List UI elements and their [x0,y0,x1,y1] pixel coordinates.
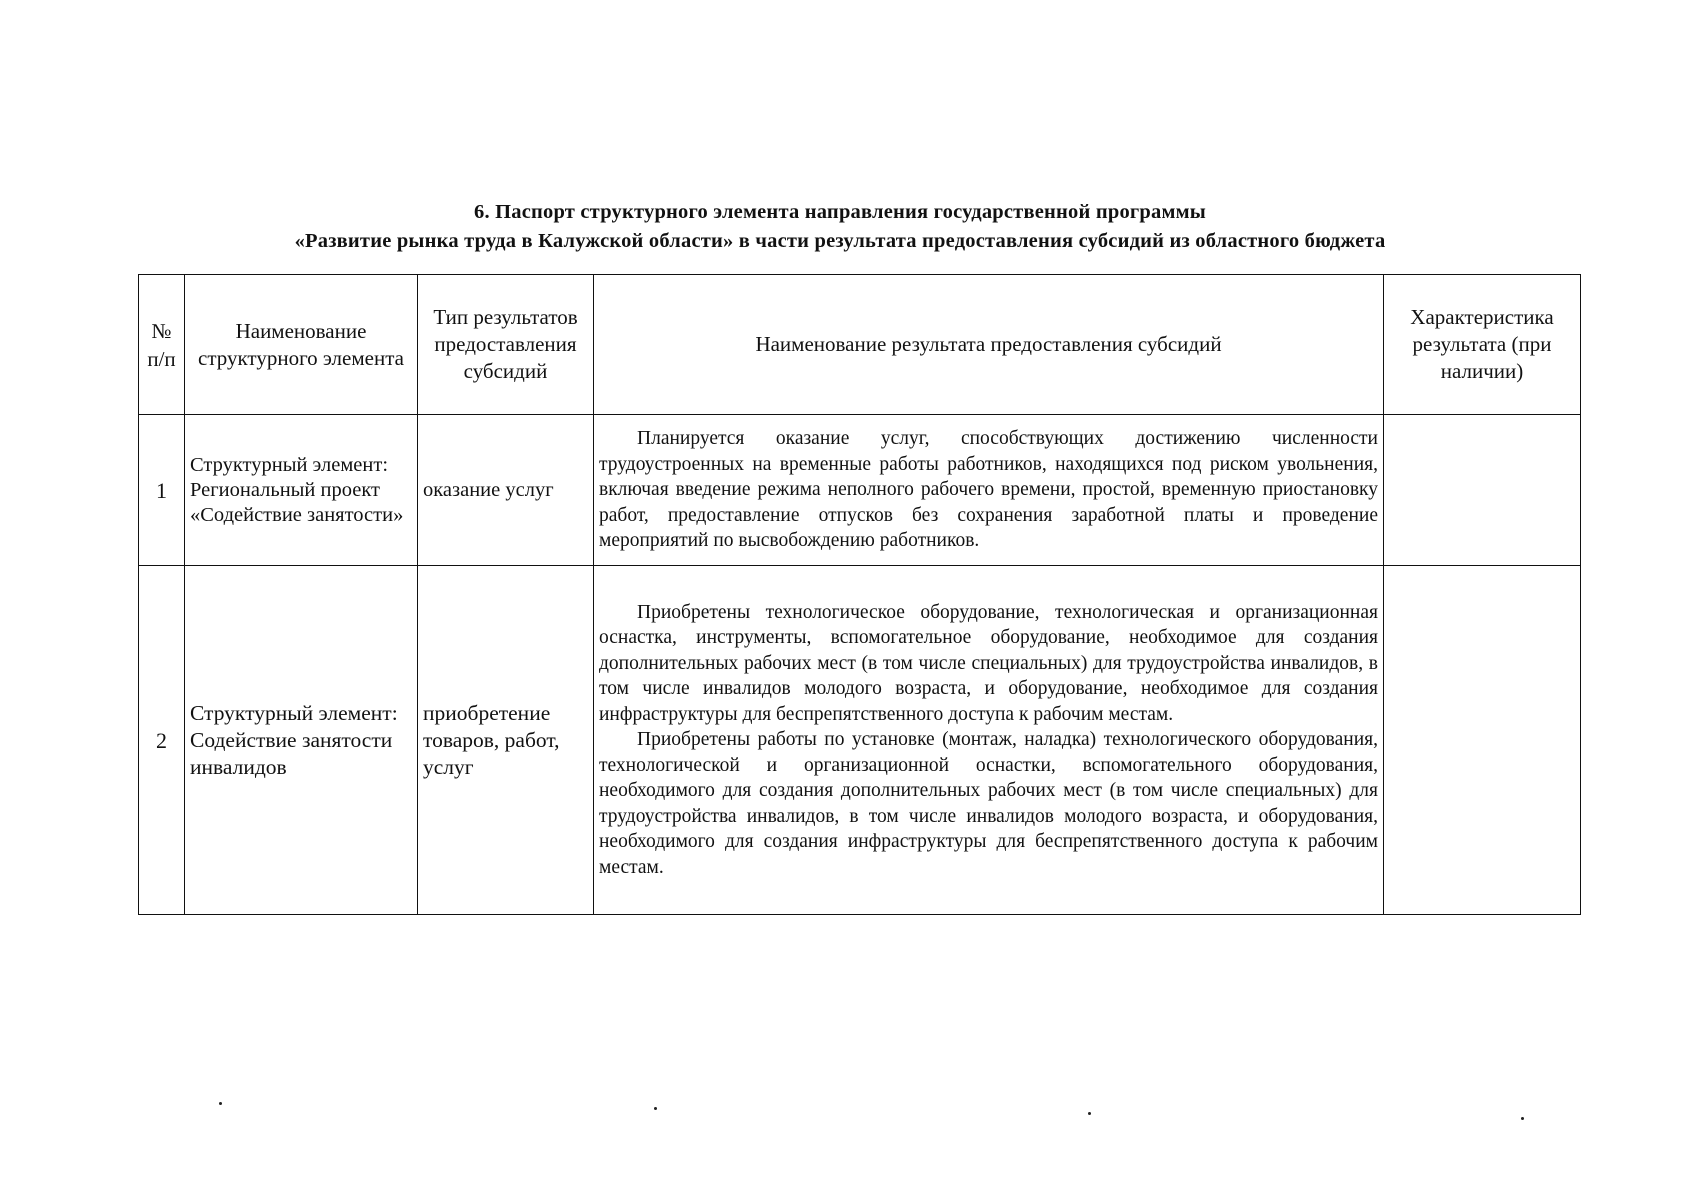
header-result-type: Тип результатов предоставления субсидий [418,275,594,415]
result-type: приобретение товаров, работ, услуг [418,566,594,915]
header-element-name: Наименование структурного элемента [185,275,418,415]
result-description [594,415,1384,566]
structural-element-name: Структурный элемент: Региональный проект «Содействие занятости» [185,415,418,566]
table-row [139,566,1581,915]
passport-table [138,274,1581,915]
result-paragraph: Планируется оказание услуг, способствующих достижению численности трудоустроенных на временные работы работников, находящихся под риском увольнения, включая введение режима неполного рабочего времени, простой, временную приостановку работ, предоставление отпусков без сохранения заработной платы и проведение мероприятий по высвобождению работников. [599,428,1378,552]
scan-speck [654,1107,657,1110]
scan-speck [1088,1112,1091,1115]
result-characteristic [1384,415,1581,566]
header-result-name: Наименование результата предоставления субсидий [594,275,1384,415]
page-title [150,198,1530,256]
header-characteristic: Характеристика результата (при наличии) [1384,275,1581,415]
scan-speck [219,1102,222,1105]
result-description [594,566,1384,915]
page-title-line-1: 6. Паспорт структурного элемента направления государственной программы [474,201,1206,223]
page-title-line-2: «Развитие рынка труда в Калужской области» в части результата предоставления субсидий из областного бюджета [294,230,1386,252]
result-characteristic [1384,566,1581,915]
result-paragraph: Приобретены технологическое оборудование, технологическая и организационная оснастка, инструменты, вспомогательное оборудование, необходимое для создания дополнительных рабочих мест (в том числе специальных) для трудоустройства инвалидов, в том числе инвалидов молодого возраста, и оборудование, необходимое для создания инфраструктуры для беспрепятственного доступа к рабочим местам. [599,601,1378,725]
scan-speck [1521,1117,1524,1120]
row-number: 2 [139,566,185,915]
result-paragraph: Приобретены работы по установке (монтаж, наладка) технологического оборудования, технологической и организационной оснастки, вспомогательного оборудования, необходимого для создания дополнительных рабочих мест (в том числе специальных) для трудоустройства инвалидов, в том числе инвалидов молодого возраста, и оборудования, необходимого для создания инфраструктуры для беспрепятственного доступа к рабочим местам. [599,729,1378,878]
result-type: оказание услуг [418,415,594,566]
row-number: 1 [139,415,185,566]
structural-element-name: Структурный элемент: Содействие занятости инвалидов [185,566,418,915]
table-header-row [139,275,1581,415]
header-num: № п/п [139,275,185,415]
table-row [139,415,1581,566]
